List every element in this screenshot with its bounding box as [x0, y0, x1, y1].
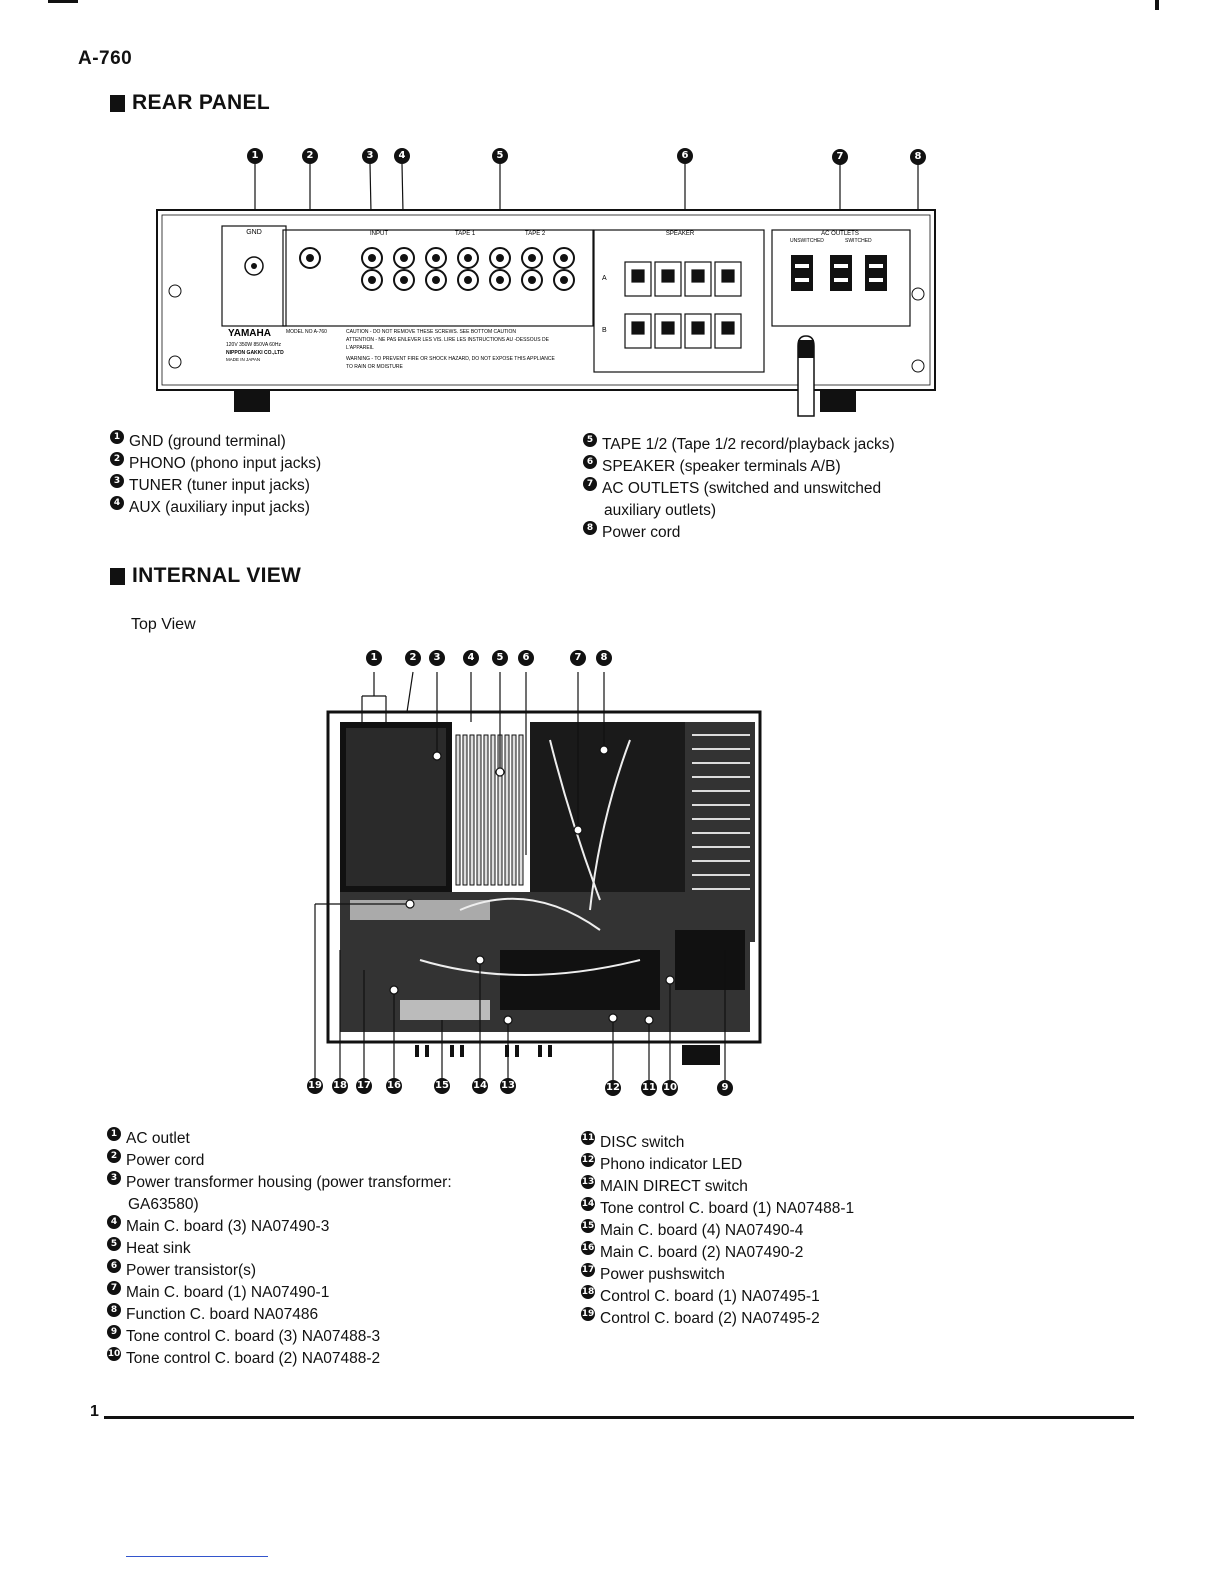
legend-number: 6 [107, 1259, 121, 1273]
model-heading: A-760 [78, 48, 133, 69]
top-view-subtitle: Top View [131, 616, 196, 633]
page-number: 1 [90, 1403, 99, 1420]
rating-label: 120V 350W 850VA 60Hz [226, 342, 281, 348]
tape1-label: TAPE 1 [455, 231, 476, 237]
brand-label: YAMAHA [228, 328, 271, 339]
rear-panel-diagram [150, 140, 950, 430]
legend-text: Power transistor(s) [126, 1262, 257, 1279]
legend-text: TUNER (tuner input jacks) [129, 477, 310, 494]
rear-legend-left [110, 431, 510, 519]
rear-callout-2: 2 [302, 148, 318, 164]
gnd-label: GND [246, 229, 262, 236]
speaker-b-label: B [602, 327, 607, 334]
legend-number: 9 [107, 1325, 121, 1339]
internal-view-photo [300, 660, 780, 1100]
legend-number: 15 [581, 1221, 595, 1231]
internal-callout-12: 12 [605, 1080, 621, 1096]
internal-callout-2: 2 [405, 650, 421, 666]
legend-text: Tone control C. board (2) NA07488-2 [126, 1350, 381, 1367]
legend-text: GND (ground terminal) [129, 433, 286, 450]
legend-text: auxiliary outlets) [604, 502, 716, 519]
legend-text: AC OUTLETS (switched and unswitched [602, 480, 882, 497]
legend-item [107, 1150, 527, 1172]
legend-number: 4 [107, 1215, 121, 1229]
input-label: INPUT [370, 231, 388, 237]
legend-number: 6 [583, 455, 597, 469]
legend-number: 16 [581, 1243, 595, 1253]
legend-number: 17 [581, 1265, 595, 1275]
internal-callout-17: 17 [356, 1078, 372, 1094]
internal-callout-8: 8 [596, 650, 612, 666]
legend-item [581, 1242, 961, 1264]
legend-item [107, 1172, 527, 1194]
tape2-label: TAPE 2 [525, 231, 546, 237]
bottom-rule [126, 1556, 268, 1557]
internal-callout-14: 14 [472, 1078, 488, 1094]
internal-view-heading [110, 564, 301, 588]
legend-number: 4 [110, 496, 124, 510]
legend-item-continued [107, 1194, 527, 1216]
legend-number: 3 [107, 1171, 121, 1185]
legend-number: 14 [581, 1199, 595, 1209]
legend-number: 8 [107, 1303, 121, 1317]
internal-callout-13: 13 [500, 1078, 516, 1094]
legend-text: Main C. board (2) NA07490-2 [600, 1244, 804, 1261]
rear-callout-7: 7 [832, 149, 848, 165]
legend-number: 1 [107, 1127, 121, 1141]
legend-text: Main C. board (3) NA07490-3 [126, 1218, 330, 1235]
legend-number: 2 [110, 452, 124, 466]
legend-item [107, 1282, 527, 1304]
internal-callout-1: 1 [366, 650, 382, 666]
rear-panel-heading [110, 91, 270, 115]
internal-callout-5: 5 [492, 650, 508, 666]
legend-item [583, 522, 943, 544]
legend-text: Main C. board (1) NA07490-1 [126, 1284, 330, 1301]
rear-panel-title: REAR PANEL [132, 91, 270, 114]
internal-legend-right [581, 1132, 961, 1330]
internal-callout-18: 18 [332, 1078, 348, 1094]
legend-number: 3 [110, 474, 124, 488]
rear-callout-3: 3 [362, 148, 378, 164]
legend-text: Control C. board (1) NA07495-1 [600, 1288, 820, 1305]
internal-callout-11: 11 [641, 1080, 657, 1096]
internal-callout-3: 3 [429, 650, 445, 666]
internal-callout-9: 9 [717, 1080, 733, 1096]
caution-line-3: L'APPAREIL [346, 345, 374, 351]
legend-text: GA63580) [128, 1196, 199, 1213]
legend-text: Power cord [602, 524, 681, 541]
internal-callout-15: 15 [434, 1078, 450, 1094]
legend-item [581, 1220, 961, 1242]
legend-item [583, 478, 943, 500]
made-in-label: MADE IN JAPAN [226, 357, 261, 362]
scan-edge-mark-right [1155, 0, 1159, 10]
legend-text: Power cord [126, 1152, 205, 1169]
legend-item [110, 475, 510, 497]
legend-item-continued [583, 500, 943, 522]
legend-item [107, 1326, 527, 1348]
footer-rule [104, 1416, 1134, 1419]
internal-callout-4: 4 [463, 650, 479, 666]
warning-line-2: TO RAIN OR MOISTURE [346, 364, 403, 370]
legend-text: Heat sink [126, 1240, 191, 1257]
legend-text: PHONO (phono input jacks) [129, 455, 322, 472]
legend-text: Tone control C. board (3) NA07488-3 [126, 1328, 381, 1345]
rear-callout-6: 6 [677, 148, 693, 164]
legend-number: 2 [107, 1149, 121, 1163]
legend-text: SPEAKER (speaker terminals A/B) [602, 458, 841, 475]
legend-number: 7 [107, 1281, 121, 1295]
legend-text: Function C. board NA07486 [126, 1306, 319, 1323]
rear-callout-8: 8 [910, 149, 926, 165]
legend-item [581, 1286, 961, 1308]
legend-item [107, 1304, 527, 1326]
model-number-label: MODEL NO A-760 [286, 329, 327, 335]
scan-edge-mark-left [48, 0, 78, 3]
unswitched-label: UNSWITCHED [790, 238, 824, 244]
legend-item [110, 453, 510, 475]
legend-number: 10 [107, 1349, 121, 1359]
internal-view-title: INTERNAL VIEW [132, 564, 302, 587]
internal-callout-6: 6 [518, 650, 534, 666]
legend-number: 18 [581, 1287, 595, 1297]
rear-callout-1: 1 [247, 148, 263, 164]
legend-text: TAPE 1/2 (Tape 1/2 record/playback jacks) [602, 436, 895, 453]
legend-text: Control C. board (2) NA07495-2 [600, 1310, 820, 1327]
legend-item [581, 1176, 961, 1198]
speaker-label: SPEAKER [665, 231, 695, 237]
legend-number: 7 [583, 477, 597, 491]
legend-text: Main C. board (4) NA07490-4 [600, 1222, 804, 1239]
legend-text: AC outlet [126, 1130, 190, 1147]
legend-text: DISC switch [600, 1134, 685, 1151]
legend-number: 8 [583, 521, 597, 535]
rear-callout-4: 4 [394, 148, 410, 164]
legend-item [107, 1348, 527, 1370]
legend-number: 5 [107, 1237, 121, 1251]
legend-text: Power pushswitch [600, 1266, 725, 1283]
rear-legend-right [583, 434, 943, 544]
ac-outlets-label: AC OUTLETS [821, 231, 859, 237]
legend-text: Phono indicator LED [600, 1156, 743, 1173]
legend-item [583, 434, 943, 456]
legend-text: MAIN DIRECT switch [600, 1178, 748, 1195]
internal-legend-left [107, 1128, 527, 1370]
caution-line-1: CAUTION - DO NOT REMOVE THESE SCREWS. SEE BOTTOM CAUTION [346, 329, 517, 335]
legend-text: Tone control C. board (1) NA07488-1 [600, 1200, 855, 1217]
legend-number: 1 [110, 430, 124, 444]
internal-callout-10: 10 [662, 1080, 678, 1096]
legend-item [581, 1264, 961, 1286]
legend-item [583, 456, 943, 478]
internal-callout-16: 16 [386, 1078, 402, 1094]
legend-item [107, 1260, 527, 1282]
switched-label: SWITCHED [845, 238, 872, 244]
caution-line-2: ATTENTION - NE PAS ENLEVER LES VIS. LIRE LES INSTRUCTIONS AU -DESSOUS DE [346, 337, 549, 343]
legend-item [581, 1308, 961, 1330]
maker-label: NIPPON GAKKI CO.,LTD [226, 350, 284, 356]
warning-line-1: WARNING - TO PREVENT FIRE OR SHOCK HAZARD, DO NOT EXPOSE THIS APPLIANCE [346, 356, 555, 362]
legend-number: 13 [581, 1177, 595, 1187]
internal-callout-7: 7 [570, 650, 586, 666]
rear-callout-5: 5 [492, 148, 508, 164]
legend-item [110, 431, 510, 453]
legend-item [581, 1154, 961, 1176]
legend-item [107, 1238, 527, 1260]
legend-number: 12 [581, 1155, 595, 1165]
legend-item [581, 1132, 961, 1154]
speaker-a-label: A [602, 275, 607, 282]
legend-item [107, 1128, 527, 1150]
legend-number: 5 [583, 433, 597, 447]
legend-text: AUX (auxiliary input jacks) [129, 499, 310, 516]
section-square-icon [110, 568, 125, 585]
legend-item [110, 497, 510, 519]
legend-number: 11 [581, 1133, 595, 1143]
section-square-icon [110, 95, 125, 112]
legend-number: 19 [581, 1309, 595, 1319]
legend-text: Power transformer housing (power transformer: [126, 1174, 452, 1191]
legend-item [107, 1216, 527, 1238]
legend-item [581, 1198, 961, 1220]
internal-callout-19: 19 [307, 1078, 323, 1094]
